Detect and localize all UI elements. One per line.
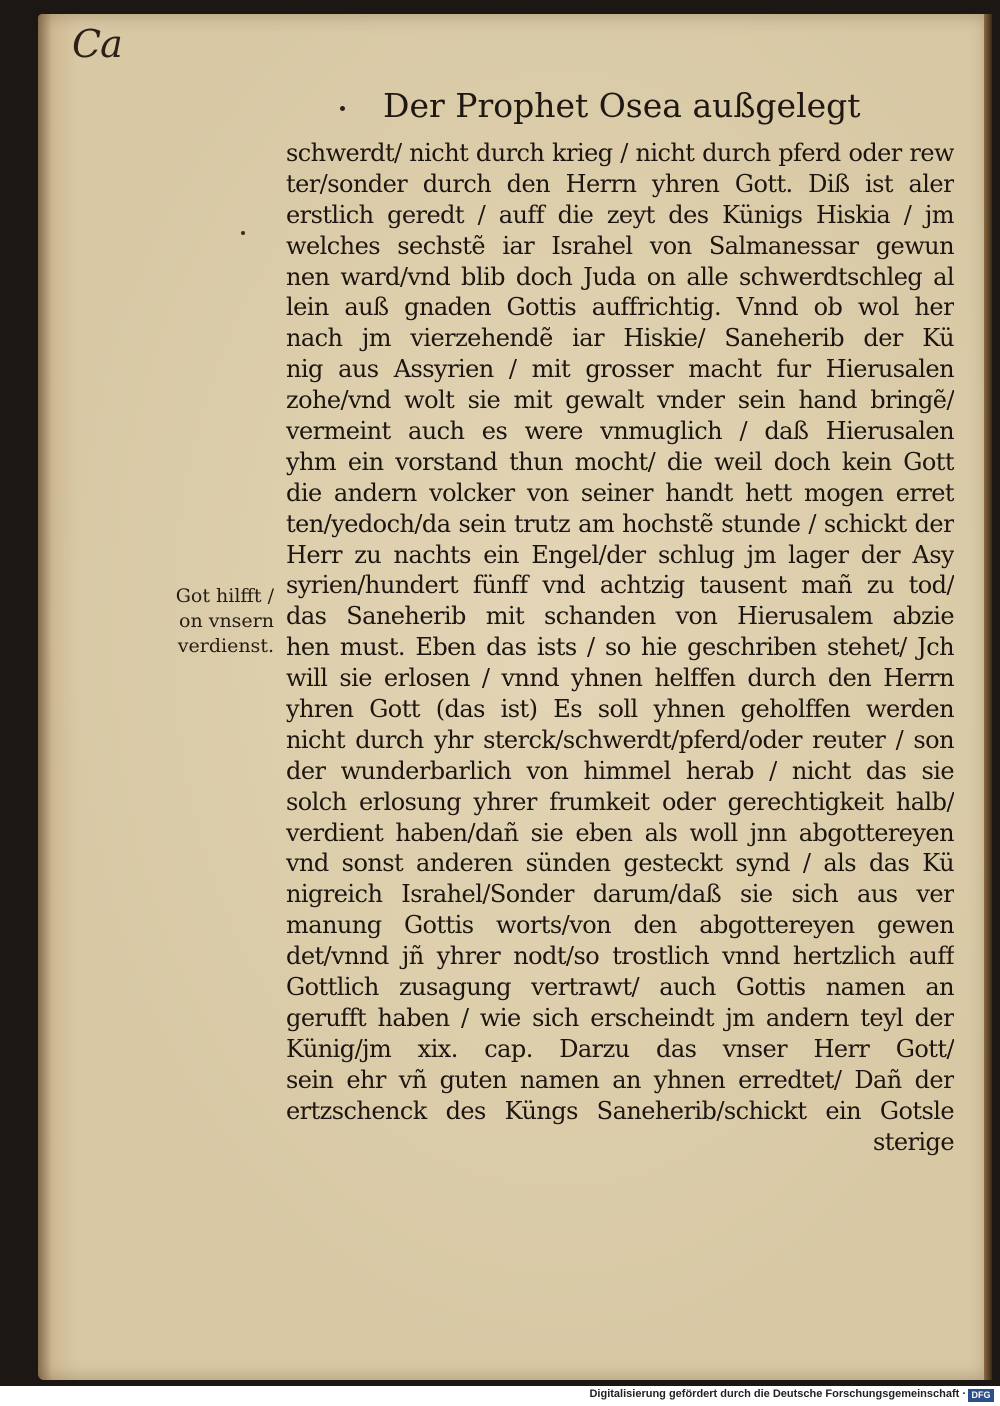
text-line: yhren Gott (das ist) Es soll yhnen geholffen werden — [286, 695, 954, 724]
body-text — [286, 138, 954, 1157]
text-line: gerufft haben / wie sich erscheindt jm andern teyl der — [286, 1003, 954, 1032]
text-line: solch erlosung yhrer frumkeit oder gerechtigkeit halb/ — [286, 787, 954, 816]
marginal-note — [140, 584, 274, 659]
marginal-note-line: on vnsern — [179, 610, 274, 632]
text-line: nen ward/vnd blib doch Juda on alle schwerdtschleg al — [286, 262, 954, 291]
catchword: sterige — [872, 1127, 954, 1156]
running-head-text: Der Prophet Osea außgelegt — [383, 86, 861, 125]
running-head — [340, 86, 860, 125]
text-line: ertzschenck des Küngs Saneherib/schickt ein Gotsle — [286, 1096, 954, 1125]
text-line: der wunderbarlich von himmel herab / nicht das sie — [286, 756, 954, 785]
text-line: Herr zu nachts ein Engel/der schlug jm lager der Asy — [286, 540, 954, 569]
text-line: das Saneherib mit schanden von Hierusalem abzie — [286, 602, 954, 631]
marginal-note-line: Got hilfft / — [175, 585, 274, 607]
marginal-note-line: verdienst. — [177, 635, 274, 657]
text-line: det/vnnd jñ yhrer nodt/so trostlich vnnd hertzlich auff — [286, 942, 954, 971]
text-line: ten/yedoch/da sein trutz am hochstẽ stunde / schickt der — [286, 509, 954, 538]
text-line: nach jm vierzehendẽ iar Hiskie/ Saneherib der Kü — [286, 324, 954, 353]
ink-speck — [241, 231, 245, 235]
text-line: erstlich geredt / auff die zeyt des Künigs Hiskia / jm — [286, 200, 954, 229]
text-line: schwerdt/ nicht durch krieg / nicht durch pferd oder rew — [286, 139, 954, 167]
text-line: die andern volcker von seiner handt hett mogen erret — [286, 478, 954, 507]
text-line: manung Gottis worts/von den abgottereyen gewen — [286, 911, 954, 940]
text-line: yhm ein vorstand thun mocht/ die weil doch kein Gott — [286, 447, 954, 476]
text-line: nicht durch yhr sterck/schwerdt/pferd/oder reuter / son — [286, 725, 954, 754]
text-line: ter/sonder durch den Herrn yhren Gott. Diß ist aler — [286, 169, 954, 198]
ornament-dot — [340, 106, 345, 111]
page-edge — [984, 14, 992, 1380]
text-line: nig aus Assyrien / mit grosser macht fur Hierusalen — [286, 355, 954, 384]
text-line: nigreich Israhel/Sonder darum/daß sie sich aus ver — [286, 880, 954, 909]
text-line: zohe/vnd wolt sie mit gewalt vnder sein hand bringẽ/ — [286, 386, 954, 415]
dfg-logo: DFG — [968, 1389, 994, 1402]
text-line: welches sechstẽ iar Israhel von Salmanessar gewun — [286, 231, 954, 260]
text-line: verdient haben/dañ sie eben als woll jnn abgottereyen — [286, 818, 954, 847]
signature-mark: Ca — [72, 22, 122, 66]
text-line: sein ehr vñ guten namen an yhnen erredtet/ Dañ der — [286, 1065, 954, 1094]
text-line: hen must. Eben das ists / so hie geschriben stehet/ Jch — [286, 633, 954, 662]
text-line: Gottlich zusagung vertrawt/ auch Gottis namen an — [286, 973, 954, 1002]
text-line: Künig/jm xix. cap. Darzu das vnser Herr Gott/ — [286, 1034, 954, 1063]
text-line: lein auß gnaden Gottis auffrichtig. Vnnd ob wol her — [286, 293, 954, 322]
text-line: vermeint auch es were vnmuglich / daß Hierusalen — [286, 417, 954, 446]
text-line: will sie erlosen / vnnd yhnen helffen durch den Herrn — [286, 664, 954, 693]
text-line: vnd sonst anderen sünden gesteckt synd / als das Kü — [286, 849, 954, 878]
text-line: syrien/hundert fünff vnd achtzig tausent mañ zu tod/ — [286, 571, 954, 600]
funding-credit: Digitalisierung gefördert durch die Deutsche Forschungsgemeinschaft · — [589, 1388, 966, 1400]
